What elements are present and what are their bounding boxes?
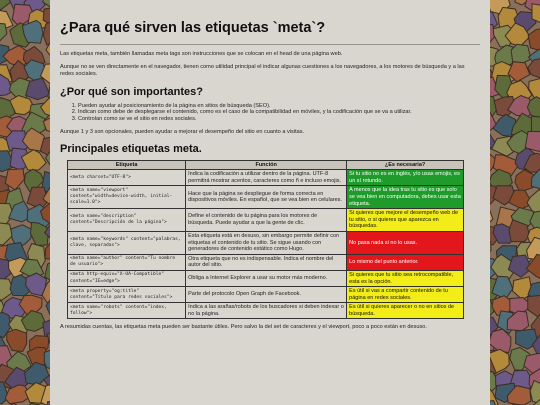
meta-tags-table bbox=[67, 160, 464, 319]
list-item: 3. Controlan como se ve el sitio en redes sociales. bbox=[78, 116, 480, 123]
cell-function: Parte del protocolo Open Graph de Facebook. bbox=[186, 287, 347, 303]
cell-function: Define el contenido de tu página para los motores de búsqueda. Puede ayudar a que la gente de clic. bbox=[186, 209, 347, 232]
table-row bbox=[68, 270, 464, 286]
intro-paragraph-1: Las etiquetas meta, también llamadas meta tags son instrucciones que se colocan en el head de una página web. bbox=[60, 51, 343, 57]
cell-necessity: Lo mismo del punto anterior. bbox=[347, 254, 464, 270]
cell-necessity: Si quieres que tu sitio sea retrocompatible, esta es la opción. bbox=[347, 270, 464, 286]
table-row bbox=[68, 170, 464, 186]
table-row bbox=[68, 287, 464, 303]
title-divider bbox=[60, 44, 480, 45]
column-header-tag: Etiqueta bbox=[68, 161, 186, 170]
importance-note: Aunque 1 y 3 son opcionales, pueden ayudar a mejorar el desempeño del sitio en cuanto a visitas. bbox=[60, 129, 305, 135]
cell-function: Obliga a Internet Explorer a usar su motor más moderno. bbox=[186, 270, 347, 286]
cell-tag: <meta name="viewport" content="width=device-width, initial-scale=1.0"> bbox=[68, 186, 186, 209]
cell-function: Esta etiqueta está en desuso, sin embargo permite definir con etiquetas el contenido de tu sitio. Se sigue usando con generadores de contenido estático como Hugo. bbox=[186, 231, 347, 254]
page-title: ¿Para qué sirven las etiquetas `meta`? bbox=[60, 20, 326, 36]
cell-function: Indica la codificación a utilizar dentro de la página. UTF-8 permitirá mostrar acentos, caracteres como ñ e incluso emojis. bbox=[186, 170, 347, 186]
table-row bbox=[68, 231, 464, 254]
article bbox=[50, 0, 490, 405]
list-item: 1. Pueden ayudar al posicionamiento de la página en sitios de búsqueda (SEO). bbox=[78, 103, 480, 110]
list-item: 2. Indican como debe de desplegarse el contenido, como es el caso de la compatibilidad en móviles, y la codificación que se va a utilizar. bbox=[78, 109, 480, 116]
column-header-necessity: ¿Es necesaria? bbox=[347, 161, 464, 170]
cell-tag: <meta http-equiv="X-UA-Compatible" content="IE=edge"> bbox=[68, 270, 186, 286]
table-row bbox=[68, 186, 464, 209]
importance-list bbox=[60, 103, 480, 123]
cell-necessity: A menos que la idea tras tu sitio es que solo se vea bien en computadora, debes usar esta etiqueta. bbox=[347, 186, 464, 209]
section-heading-importance: ¿Por qué son importantes? bbox=[60, 85, 204, 98]
column-header-function: Función bbox=[186, 161, 347, 170]
cell-necessity: Es útil si vas a compartir contenido de tu página en redes sociales. bbox=[347, 287, 464, 303]
cell-tag: <meta name="robots" content="index, follow"> bbox=[68, 303, 186, 319]
cell-tag: <meta name="author" content="Tu nombre de usuario"> bbox=[68, 254, 186, 270]
conclusion-paragraph: A resumidas cuentas, las etiquetas meta pueden ser bastante útiles. Pero salvo la del set de caracteres y el viewport, poco a poco están en desuso. bbox=[60, 324, 427, 331]
table-row bbox=[68, 209, 464, 232]
table-header-row bbox=[68, 161, 464, 170]
section-heading-main: Principales etiquetas meta. bbox=[60, 143, 202, 156]
cell-function: Indica a las arañas/robots de los buscadores si deben indexar o no la página. bbox=[186, 303, 347, 319]
cell-tag: <meta name="description" content="Descripción de la página"> bbox=[68, 209, 186, 232]
intro-paragraph-2: Aunque no se ven directamente en el navegador, tienen como utilidad principal el indicar algunas cuestiones a los navegadores, a los motores de búsqueda y a las redes sociales. bbox=[60, 64, 465, 78]
cell-necessity: No pasa nada si no lo usas. bbox=[347, 231, 464, 254]
cell-tag: <meta charset="UTF-8"> bbox=[68, 170, 186, 186]
cell-necessity: Es útil si quieres aparecer o no en sitios de búsqueda. bbox=[347, 303, 464, 319]
cell-function: Hace que la página se despliegue de forma correcta en dispositivos móviles. En español, que se vea bien en celulares. bbox=[186, 186, 347, 209]
cell-tag: <meta property="og:title" content="Título para redes sociales"> bbox=[68, 287, 186, 303]
cell-function: Otra etiqueta que no es indispensable. Indica el nombre del autor del sitio. bbox=[186, 254, 347, 270]
cell-tag: <meta name="keywords" content="palabras, clave, separadas"> bbox=[68, 231, 186, 254]
table-row bbox=[68, 254, 464, 270]
table-row bbox=[68, 303, 464, 319]
cell-necessity: Si tu sitio no es en inglés, y/o usas emojis, es un sí rotundo. bbox=[347, 170, 464, 186]
cell-necessity: Si quieres que mejore el desempeño web de tu sitio, o si quieres que aparezca en búsquedas. bbox=[347, 209, 464, 232]
